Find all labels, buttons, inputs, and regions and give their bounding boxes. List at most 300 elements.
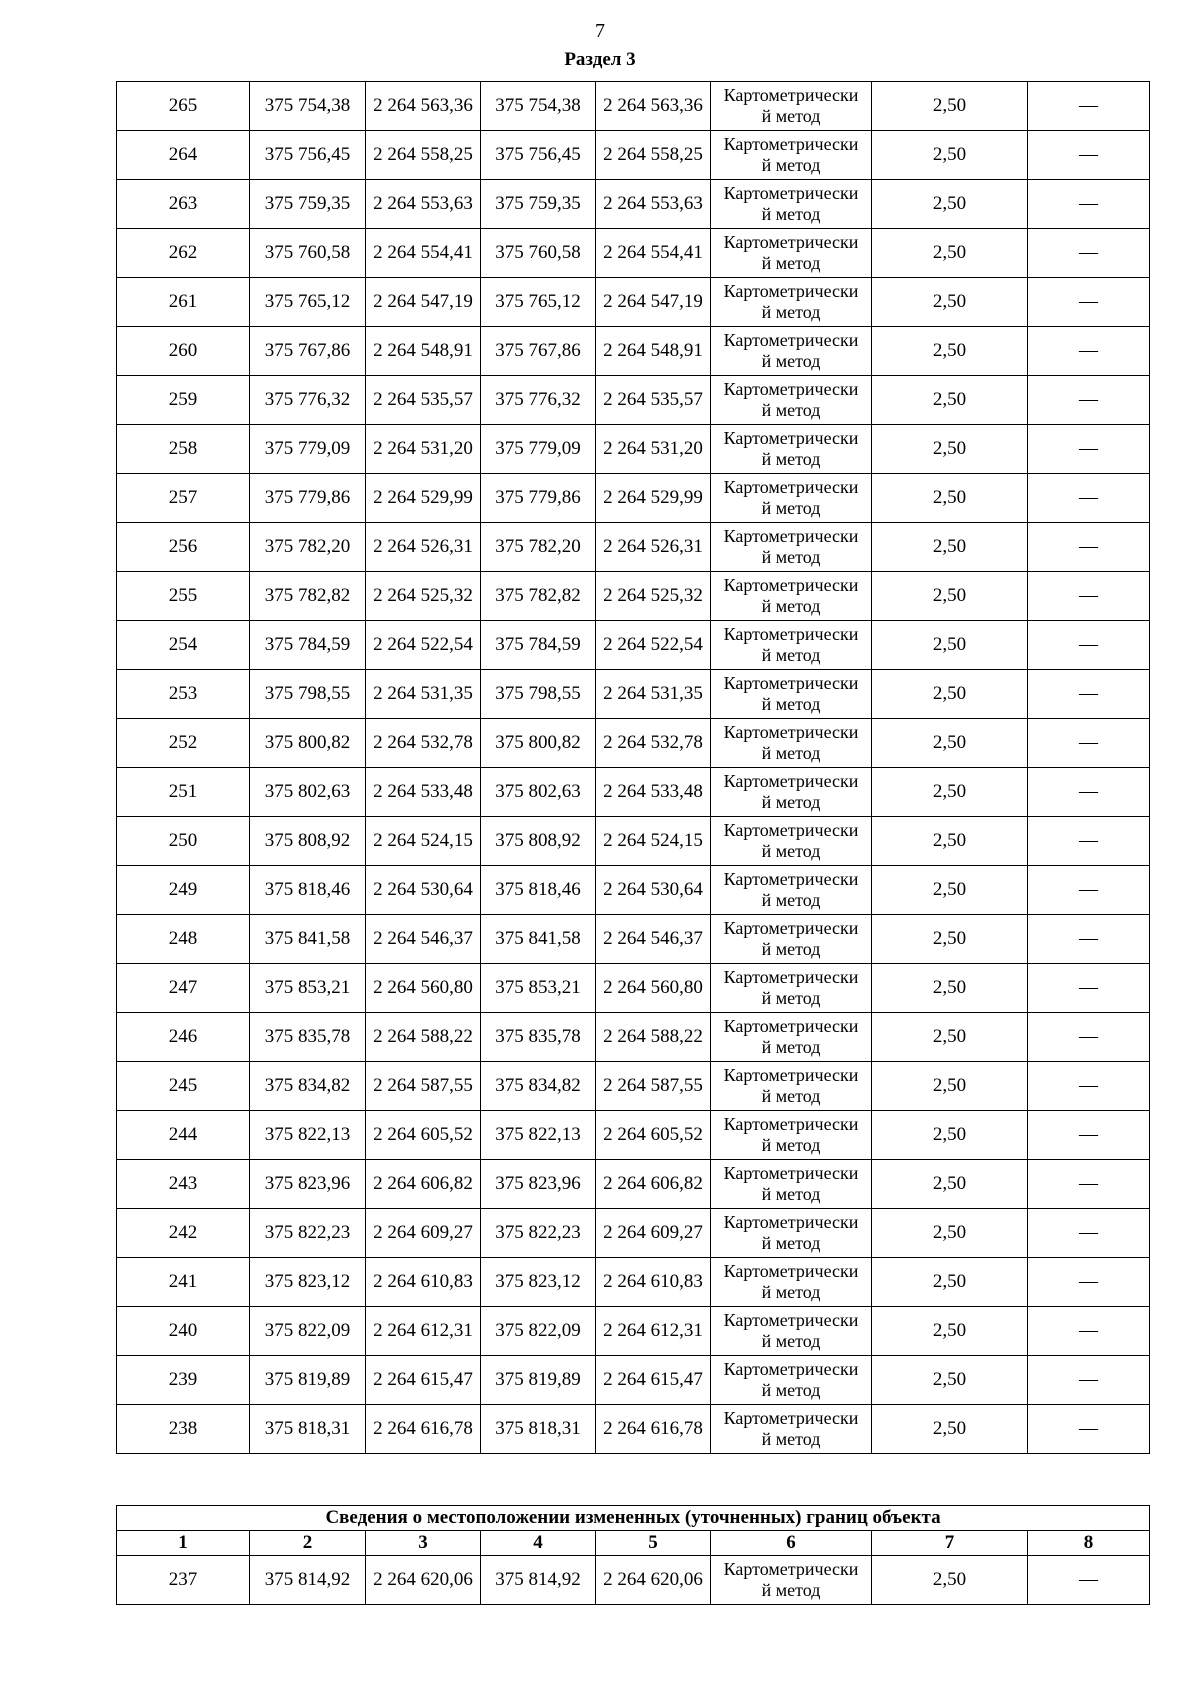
description: — [1028, 1160, 1150, 1209]
table-row [117, 1307, 1150, 1356]
method-cell [711, 229, 872, 278]
table-row [117, 1111, 1150, 1160]
accuracy: 2,50 [872, 229, 1028, 278]
accuracy: 2,50 [872, 866, 1028, 915]
table-row [117, 1356, 1150, 1405]
description: — [1028, 1013, 1150, 1062]
point-number: 251 [117, 768, 250, 817]
method-cell [711, 1062, 872, 1111]
coord-x-new: 375 765,12 [481, 278, 596, 327]
coord-y-old: 2 264 531,35 [366, 670, 481, 719]
method-line1: Картометрически [723, 428, 859, 448]
coord-x-new: 375 782,20 [481, 523, 596, 572]
coord-y-new: 2 264 526,31 [596, 523, 711, 572]
coord-x-new: 375 784,59 [481, 621, 596, 670]
accuracy: 2,50 [872, 1405, 1028, 1454]
column-number: 8 [1028, 1531, 1150, 1556]
method-line1: Картометрически [723, 1359, 859, 1379]
coord-y-old: 2 264 548,91 [366, 327, 481, 376]
coord-y-new: 2 264 531,35 [596, 670, 711, 719]
table-row [117, 817, 1150, 866]
method-line1: Картометрически [723, 869, 859, 889]
column-number: 1 [117, 1531, 250, 1556]
coord-x-new: 375 759,35 [481, 180, 596, 229]
method-cell [711, 1111, 872, 1160]
accuracy: 2,50 [872, 1013, 1028, 1062]
description: — [1028, 376, 1150, 425]
method-line1: Картометрически [723, 526, 859, 546]
table-row [117, 1209, 1150, 1258]
accuracy: 2,50 [872, 474, 1028, 523]
method-line2: й метод [761, 1184, 821, 1204]
table-row [117, 1258, 1150, 1307]
description: — [1028, 866, 1150, 915]
coord-y-new: 2 264 610,83 [596, 1258, 711, 1307]
coord-y-new: 2 264 530,64 [596, 866, 711, 915]
method-line2: й метод [761, 1037, 821, 1057]
coord-x-new: 375 819,89 [481, 1356, 596, 1405]
coord-y-old: 2 264 563,36 [366, 82, 481, 131]
table-row [117, 278, 1150, 327]
method-line2: й метод [761, 204, 821, 224]
accuracy: 2,50 [872, 1209, 1028, 1258]
method-line2: й метод [761, 351, 821, 371]
coord-x-old: 375 853,21 [250, 964, 366, 1013]
point-number: 249 [117, 866, 250, 915]
accuracy: 2,50 [872, 768, 1028, 817]
method-cell [711, 572, 872, 621]
description: — [1028, 131, 1150, 180]
accuracy: 2,50 [872, 1307, 1028, 1356]
coord-y-new: 2 264 605,52 [596, 1111, 711, 1160]
method-line2: й метод [761, 1282, 821, 1302]
point-number: 244 [117, 1111, 250, 1160]
description: — [1028, 964, 1150, 1013]
table-row [117, 719, 1150, 768]
method-line2: й метод [761, 449, 821, 469]
method-line2: й метод [761, 596, 821, 616]
point-number: 239 [117, 1356, 250, 1405]
table-row [117, 1556, 1150, 1605]
coord-x-old: 375 759,35 [250, 180, 366, 229]
table-row [117, 131, 1150, 180]
method-line2: й метод [761, 155, 821, 175]
method-line2: й метод [761, 743, 821, 763]
description: — [1028, 229, 1150, 278]
method-cell [711, 964, 872, 1013]
coord-y-new: 2 264 524,15 [596, 817, 711, 866]
method-line1: Картометрически [723, 183, 859, 203]
coord-y-old: 2 264 560,80 [366, 964, 481, 1013]
coord-y-new: 2 264 558,25 [596, 131, 711, 180]
method-line2: й метод [761, 1380, 821, 1400]
coord-x-old: 375 765,12 [250, 278, 366, 327]
coord-y-old: 2 264 620,06 [366, 1556, 481, 1605]
method-line1: Картометрически [723, 624, 859, 644]
table-row [117, 327, 1150, 376]
coord-x-new: 375 800,82 [481, 719, 596, 768]
changed-boundaries-title: Сведения о местоположении измененных (уточненных) границ объекта [117, 1506, 1150, 1531]
method-cell [711, 180, 872, 229]
coord-y-old: 2 264 547,19 [366, 278, 481, 327]
coord-x-new: 375 782,82 [481, 572, 596, 621]
accuracy: 2,50 [872, 817, 1028, 866]
method-cell [711, 670, 872, 719]
description: — [1028, 817, 1150, 866]
coord-y-new: 2 264 546,37 [596, 915, 711, 964]
coord-x-old: 375 808,92 [250, 817, 366, 866]
coord-y-old: 2 264 546,37 [366, 915, 481, 964]
coord-y-old: 2 264 531,20 [366, 425, 481, 474]
coord-y-new: 2 264 609,27 [596, 1209, 711, 1258]
point-number: 259 [117, 376, 250, 425]
coord-x-old: 375 756,45 [250, 131, 366, 180]
method-cell [711, 621, 872, 670]
coord-x-new: 375 754,38 [481, 82, 596, 131]
coord-y-old: 2 264 615,47 [366, 1356, 481, 1405]
accuracy: 2,50 [872, 1356, 1028, 1405]
method-line1: Картометрически [723, 85, 859, 105]
method-line2: й метод [761, 792, 821, 812]
coord-y-new: 2 264 612,31 [596, 1307, 711, 1356]
coord-y-new: 2 264 535,57 [596, 376, 711, 425]
method-line1: Картометрически [723, 1163, 859, 1183]
coord-x-new: 375 835,78 [481, 1013, 596, 1062]
method-cell [711, 327, 872, 376]
method-line1: Картометрически [723, 820, 859, 840]
coord-x-new: 375 767,86 [481, 327, 596, 376]
coord-x-new: 375 808,92 [481, 817, 596, 866]
coord-y-old: 2 264 522,54 [366, 621, 481, 670]
method-line1: Картометрически [723, 232, 859, 252]
method-line1: Картометрически [723, 477, 859, 497]
column-number: 4 [481, 1531, 596, 1556]
coord-y-new: 2 264 616,78 [596, 1405, 711, 1454]
method-cell [711, 719, 872, 768]
method-line1: Картометрически [723, 1310, 859, 1330]
coord-y-old: 2 264 553,63 [366, 180, 481, 229]
point-number: 250 [117, 817, 250, 866]
method-line2: й метод [761, 302, 821, 322]
method-line1: Картометрически [723, 967, 859, 987]
method-line1: Картометрически [723, 1016, 859, 1036]
method-line2: й метод [761, 1086, 821, 1106]
method-line2: й метод [761, 939, 821, 959]
method-line2: й метод [761, 890, 821, 910]
accuracy: 2,50 [872, 621, 1028, 670]
accuracy: 2,50 [872, 180, 1028, 229]
description: — [1028, 1209, 1150, 1258]
description: — [1028, 1062, 1150, 1111]
coord-x-new: 375 818,46 [481, 866, 596, 915]
coord-y-old: 2 264 526,31 [366, 523, 481, 572]
point-number: 262 [117, 229, 250, 278]
method-line1: Картометрически [723, 1261, 859, 1281]
coord-y-new: 2 264 553,63 [596, 180, 711, 229]
method-line1: Картометрически [723, 1559, 859, 1579]
method-line1: Картометрически [723, 722, 859, 742]
accuracy: 2,50 [872, 278, 1028, 327]
method-line2: й метод [761, 1331, 821, 1351]
point-number: 254 [117, 621, 250, 670]
coord-x-old: 375 822,09 [250, 1307, 366, 1356]
coord-y-new: 2 264 529,99 [596, 474, 711, 523]
coord-x-old: 375 776,32 [250, 376, 366, 425]
method-cell [711, 817, 872, 866]
point-number: 261 [117, 278, 250, 327]
accuracy: 2,50 [872, 376, 1028, 425]
method-line1: Картометрически [723, 673, 859, 693]
point-number: 240 [117, 1307, 250, 1356]
coord-y-new: 2 264 620,06 [596, 1556, 711, 1605]
method-line2: й метод [761, 1135, 821, 1155]
coord-x-old: 375 823,96 [250, 1160, 366, 1209]
point-number: 245 [117, 1062, 250, 1111]
description: — [1028, 327, 1150, 376]
accuracy: 2,50 [872, 572, 1028, 621]
description: — [1028, 1307, 1150, 1356]
coord-y-new: 2 264 560,80 [596, 964, 711, 1013]
accuracy: 2,50 [872, 1062, 1028, 1111]
coord-x-old: 375 822,23 [250, 1209, 366, 1258]
method-cell [711, 1556, 872, 1605]
method-line2: й метод [761, 1233, 821, 1253]
coord-y-old: 2 264 524,15 [366, 817, 481, 866]
coord-y-old: 2 264 616,78 [366, 1405, 481, 1454]
coord-x-new: 375 779,09 [481, 425, 596, 474]
description: — [1028, 1356, 1150, 1405]
coord-x-new: 375 818,31 [481, 1405, 596, 1454]
coord-x-new: 375 760,58 [481, 229, 596, 278]
method-line2: й метод [761, 253, 821, 273]
coord-y-old: 2 264 606,82 [366, 1160, 481, 1209]
coord-y-new: 2 264 522,54 [596, 621, 711, 670]
method-line1: Картометрически [723, 1114, 859, 1134]
method-cell [711, 1160, 872, 1209]
point-number: 265 [117, 82, 250, 131]
accuracy: 2,50 [872, 719, 1028, 768]
coord-x-new: 375 756,45 [481, 131, 596, 180]
description: — [1028, 768, 1150, 817]
column-number: 2 [250, 1531, 366, 1556]
coord-x-old: 375 754,38 [250, 82, 366, 131]
page-number: 7 [595, 20, 605, 42]
description: — [1028, 621, 1150, 670]
coord-y-old: 2 264 535,57 [366, 376, 481, 425]
point-number: 248 [117, 915, 250, 964]
coord-x-old: 375 782,82 [250, 572, 366, 621]
column-number: 5 [596, 1531, 711, 1556]
accuracy: 2,50 [872, 131, 1028, 180]
coord-y-old: 2 264 533,48 [366, 768, 481, 817]
accuracy: 2,50 [872, 1111, 1028, 1160]
description: — [1028, 82, 1150, 131]
point-number: 257 [117, 474, 250, 523]
column-number: 7 [872, 1531, 1028, 1556]
coord-x-old: 375 841,58 [250, 915, 366, 964]
coord-x-old: 375 818,31 [250, 1405, 366, 1454]
method-cell [711, 1013, 872, 1062]
table-row [117, 523, 1150, 572]
table-row [117, 621, 1150, 670]
coord-y-new: 2 264 563,36 [596, 82, 711, 131]
table-row [117, 180, 1150, 229]
description: — [1028, 572, 1150, 621]
coord-y-old: 2 264 530,64 [366, 866, 481, 915]
coord-y-old: 2 264 609,27 [366, 1209, 481, 1258]
description: — [1028, 1405, 1150, 1454]
coord-y-new: 2 264 547,19 [596, 278, 711, 327]
method-line1: Картометрически [723, 379, 859, 399]
point-number: 246 [117, 1013, 250, 1062]
coord-x-old: 375 819,89 [250, 1356, 366, 1405]
method-cell [711, 131, 872, 180]
method-cell [711, 1405, 872, 1454]
method-line2: й метод [761, 547, 821, 567]
point-number: 256 [117, 523, 250, 572]
coord-y-old: 2 264 532,78 [366, 719, 481, 768]
method-cell [711, 523, 872, 572]
coord-y-new: 2 264 532,78 [596, 719, 711, 768]
coord-y-old: 2 264 605,52 [366, 1111, 481, 1160]
point-number: 247 [117, 964, 250, 1013]
coord-x-old: 375 784,59 [250, 621, 366, 670]
column-number: 3 [366, 1531, 481, 1556]
coord-x-new: 375 779,86 [481, 474, 596, 523]
description: — [1028, 915, 1150, 964]
description: — [1028, 670, 1150, 719]
coord-x-new: 375 841,58 [481, 915, 596, 964]
point-number: 238 [117, 1405, 250, 1454]
coord-y-new: 2 264 615,47 [596, 1356, 711, 1405]
method-line1: Картометрически [723, 330, 859, 350]
description: — [1028, 474, 1150, 523]
coord-x-new: 375 776,32 [481, 376, 596, 425]
coord-x-old: 375 814,92 [250, 1556, 366, 1605]
accuracy: 2,50 [872, 1556, 1028, 1605]
method-cell [711, 1258, 872, 1307]
coord-x-old: 375 822,13 [250, 1111, 366, 1160]
description: — [1028, 425, 1150, 474]
column-number: 6 [711, 1531, 872, 1556]
coord-x-old: 375 834,82 [250, 1062, 366, 1111]
coord-y-new: 2 264 554,41 [596, 229, 711, 278]
accuracy: 2,50 [872, 82, 1028, 131]
method-line2: й метод [761, 1429, 821, 1449]
table-row [117, 915, 1150, 964]
section-title: Раздел 3 [564, 49, 636, 70]
method-line1: Картометрически [723, 134, 859, 154]
coord-x-new: 375 834,82 [481, 1062, 596, 1111]
coord-y-old: 2 264 587,55 [366, 1062, 481, 1111]
coord-y-new: 2 264 533,48 [596, 768, 711, 817]
coord-x-old: 375 782,20 [250, 523, 366, 572]
point-number: 241 [117, 1258, 250, 1307]
coordinates-table [116, 81, 1150, 1454]
method-line2: й метод [761, 1580, 821, 1600]
method-cell [711, 1307, 872, 1356]
coord-x-old: 375 767,86 [250, 327, 366, 376]
point-number: 263 [117, 180, 250, 229]
coord-x-old: 375 818,46 [250, 866, 366, 915]
method-cell [711, 768, 872, 817]
method-line1: Картометрически [723, 1065, 859, 1085]
method-line2: й метод [761, 841, 821, 861]
point-number: 242 [117, 1209, 250, 1258]
column-numbers-row [117, 1531, 1150, 1556]
table-row [117, 670, 1150, 719]
method-line1: Картометрически [723, 918, 859, 938]
description: — [1028, 278, 1150, 327]
coord-x-old: 375 779,09 [250, 425, 366, 474]
table-row [117, 866, 1150, 915]
accuracy: 2,50 [872, 670, 1028, 719]
accuracy: 2,50 [872, 1160, 1028, 1209]
method-line1: Картометрически [723, 1408, 859, 1428]
accuracy: 2,50 [872, 964, 1028, 1013]
method-line2: й метод [761, 645, 821, 665]
coord-x-old: 375 779,86 [250, 474, 366, 523]
point-number: 255 [117, 572, 250, 621]
coord-x-new: 375 823,96 [481, 1160, 596, 1209]
description: — [1028, 523, 1150, 572]
description: — [1028, 180, 1150, 229]
coord-y-old: 2 264 529,99 [366, 474, 481, 523]
coord-y-old: 2 264 610,83 [366, 1258, 481, 1307]
coord-y-old: 2 264 612,31 [366, 1307, 481, 1356]
method-cell [711, 1209, 872, 1258]
method-line1: Картометрически [723, 771, 859, 791]
method-line2: й метод [761, 400, 821, 420]
coord-y-new: 2 264 606,82 [596, 1160, 711, 1209]
changed-boundaries-table [116, 1505, 1150, 1605]
point-number: 260 [117, 327, 250, 376]
accuracy: 2,50 [872, 327, 1028, 376]
coord-x-old: 375 823,12 [250, 1258, 366, 1307]
coord-y-new: 2 264 525,32 [596, 572, 711, 621]
coord-y-old: 2 264 525,32 [366, 572, 481, 621]
coord-x-new: 375 822,23 [481, 1209, 596, 1258]
method-line1: Картометрически [723, 1212, 859, 1232]
coord-y-old: 2 264 558,25 [366, 131, 481, 180]
coord-x-new: 375 798,55 [481, 670, 596, 719]
table-row [117, 572, 1150, 621]
coord-x-new: 375 814,92 [481, 1556, 596, 1605]
method-line2: й метод [761, 694, 821, 714]
point-number: 252 [117, 719, 250, 768]
method-cell [711, 82, 872, 131]
coord-y-new: 2 264 587,55 [596, 1062, 711, 1111]
table-row [117, 1013, 1150, 1062]
coord-x-old: 375 835,78 [250, 1013, 366, 1062]
method-cell [711, 278, 872, 327]
method-cell [711, 474, 872, 523]
coord-x-new: 375 822,09 [481, 1307, 596, 1356]
method-cell [711, 915, 872, 964]
coord-y-new: 2 264 531,20 [596, 425, 711, 474]
accuracy: 2,50 [872, 425, 1028, 474]
table-row [117, 474, 1150, 523]
method-cell [711, 866, 872, 915]
coord-x-new: 375 823,12 [481, 1258, 596, 1307]
accuracy: 2,50 [872, 523, 1028, 572]
table-row [117, 82, 1150, 131]
coord-x-new: 375 802,63 [481, 768, 596, 817]
point-number: 243 [117, 1160, 250, 1209]
method-cell [711, 425, 872, 474]
description: — [1028, 1556, 1150, 1605]
point-number: 253 [117, 670, 250, 719]
